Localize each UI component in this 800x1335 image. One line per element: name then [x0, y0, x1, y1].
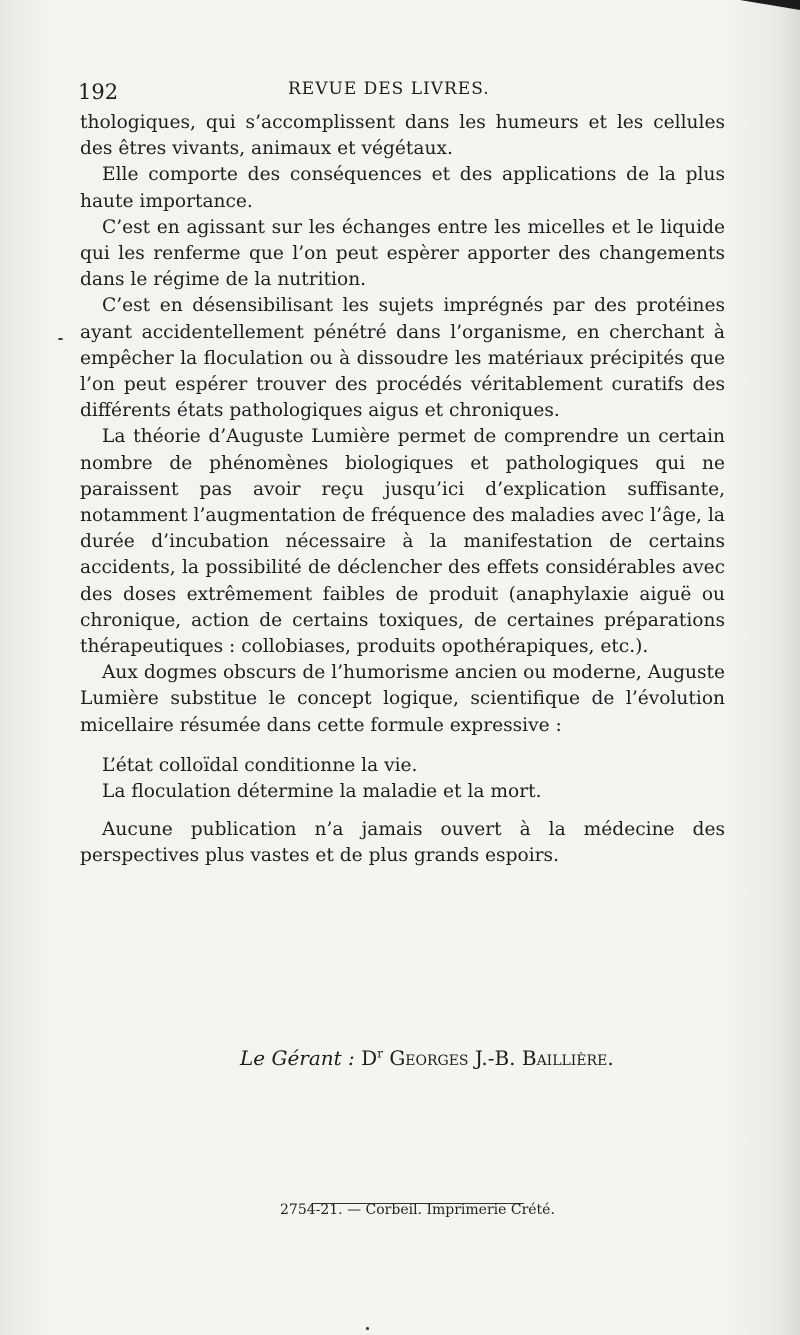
paragraph: C’est en agissant sur les échanges entre les micelles et le liquide qui les renferme que l’on peut espèrer apporter des changements dans le régime de la nutrition. [80, 216, 725, 291]
running-head: REVUE DES LIVRES. [288, 79, 490, 99]
page-header [78, 76, 718, 106]
paragraph: Elle comporte des conséquences et des applications de la plus haute importance. [80, 164, 725, 212]
paragraph: La théorie d’Auguste Lumière permet de comprendre un certain nombre de phénomènes biologiques et pathologiques qui ne paraissent pas avoir reçu jusqu’ici d’explication suffisante, notamment l’augmentation de fréquence des maladies avec l’âge, la durée d’incubation nécessaire à la manifestation de certains accidents, la possibilité de déclencher des effets considérables avec des doses extrêmement faibles de produit (anaphylaxie aiguë ou chronique, action de certains toxiques, de certaines préparations thérapeutiques : collobiases, produits opothérapiques, etc.). [80, 426, 725, 658]
signature-name: Georges J.-B. Baillière. [389, 1046, 614, 1070]
title-abbrev: D [361, 1046, 378, 1070]
body-text [80, 110, 725, 870]
paragraph: Aux dogmes obscurs de l’humorisme ancien ou moderne, Auguste Lumière substitue le concept logique, scientifique de l’évolution micellaire résumée dans cette formule expressive : [80, 662, 725, 736]
page-number: 192 [78, 80, 119, 104]
signature-label: Le Gérant : [240, 1046, 355, 1070]
paragraph: C’est en désensibilisant les sujets imprégnés par des protéines ayant accidentellement pénétré dans l’organisme, en cherchant à empêcher la floculation ou à dissoudre les matériaux précipités que l’on peut espérer trouver des procédés véritablement curatifs des différents états pathologiques aigus et chroniques. [80, 295, 725, 422]
scan-speck [58, 338, 63, 340]
signature-title [361, 1046, 383, 1070]
scan-edge-shadow [780, 0, 800, 1335]
formula-line: L’état colloïdal conditionne la vie. [102, 754, 418, 776]
closing-paragraph: Aucune publication n’a jamais ouvert à la médecine des perspectives plus vastes et de plus grands espoirs. [80, 819, 725, 867]
signature-line [240, 1046, 700, 1070]
formula-block [80, 753, 725, 805]
formula-line: La floculation détermine la maladie et la mort. [102, 781, 542, 803]
paragraph-continued: thologiques, qui s’accomplissent dans les humeurs et les cellules des êtres vivants, animaux et végétaux. [80, 112, 725, 160]
scan-speck [366, 1327, 369, 1330]
title-superscript: r [377, 1046, 383, 1061]
printer-imprint: 2754-21. — Corbeil. Imprimerie Crété. [280, 1202, 555, 1218]
